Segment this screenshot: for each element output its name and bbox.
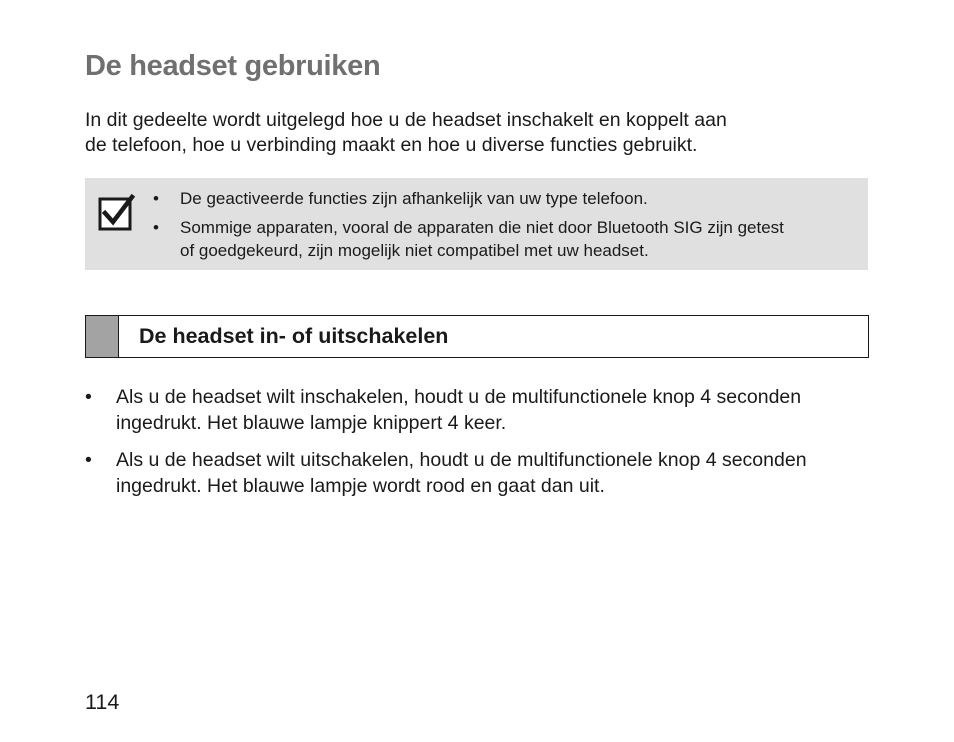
list-item — [85, 385, 807, 436]
list-line: Als u de headset wilt inschakelen, houdt u de multifunctionele knop 4 seconden — [116, 386, 802, 408]
checkbox-check-icon — [98, 194, 136, 232]
bullet: • — [85, 449, 92, 471]
intro-line: de telefoon, hoe u verbinding maakt en hoe u diverse functies gebruikt. — [85, 134, 698, 156]
intro-line: In dit gedeelte wordt uitgelegd hoe u de headset inschakelt en koppelt aan — [85, 109, 727, 131]
intro-paragraph — [85, 108, 845, 158]
note-item — [153, 187, 784, 210]
bullet: • — [85, 386, 92, 408]
section-marker — [86, 316, 119, 357]
list-line: ingedrukt. Het blauwe lampje knippert 4 keer. — [116, 411, 507, 434]
instruction-list — [85, 385, 807, 511]
note-item — [153, 216, 784, 262]
bullet: • — [153, 218, 159, 237]
list-line: Als u de headset wilt uitschakelen, houdt u de multifunctionele knop 4 seconden — [116, 449, 807, 471]
bullet: • — [153, 189, 159, 208]
note-list — [153, 187, 784, 268]
list-item — [85, 448, 807, 499]
note-line: De geactiveerde functies zijn afhankelijk van uw type telefoon. — [180, 189, 648, 208]
section-header — [85, 315, 869, 358]
note-line: Sommige apparaten, vooral de apparaten die niet door Bluetooth SIG zijn getest — [180, 218, 784, 237]
note-box — [85, 178, 868, 270]
page-number: 114 — [85, 690, 120, 714]
page-title: De headset gebruiken — [85, 50, 381, 82]
list-line: ingedrukt. Het blauwe lampje wordt rood en gaat dan uit. — [116, 474, 605, 497]
section-title: De headset in- of uitschakelen — [139, 324, 449, 348]
note-line: of goedgekeurd, zijn mogelijk niet compatibel met uw headset. — [180, 241, 649, 260]
